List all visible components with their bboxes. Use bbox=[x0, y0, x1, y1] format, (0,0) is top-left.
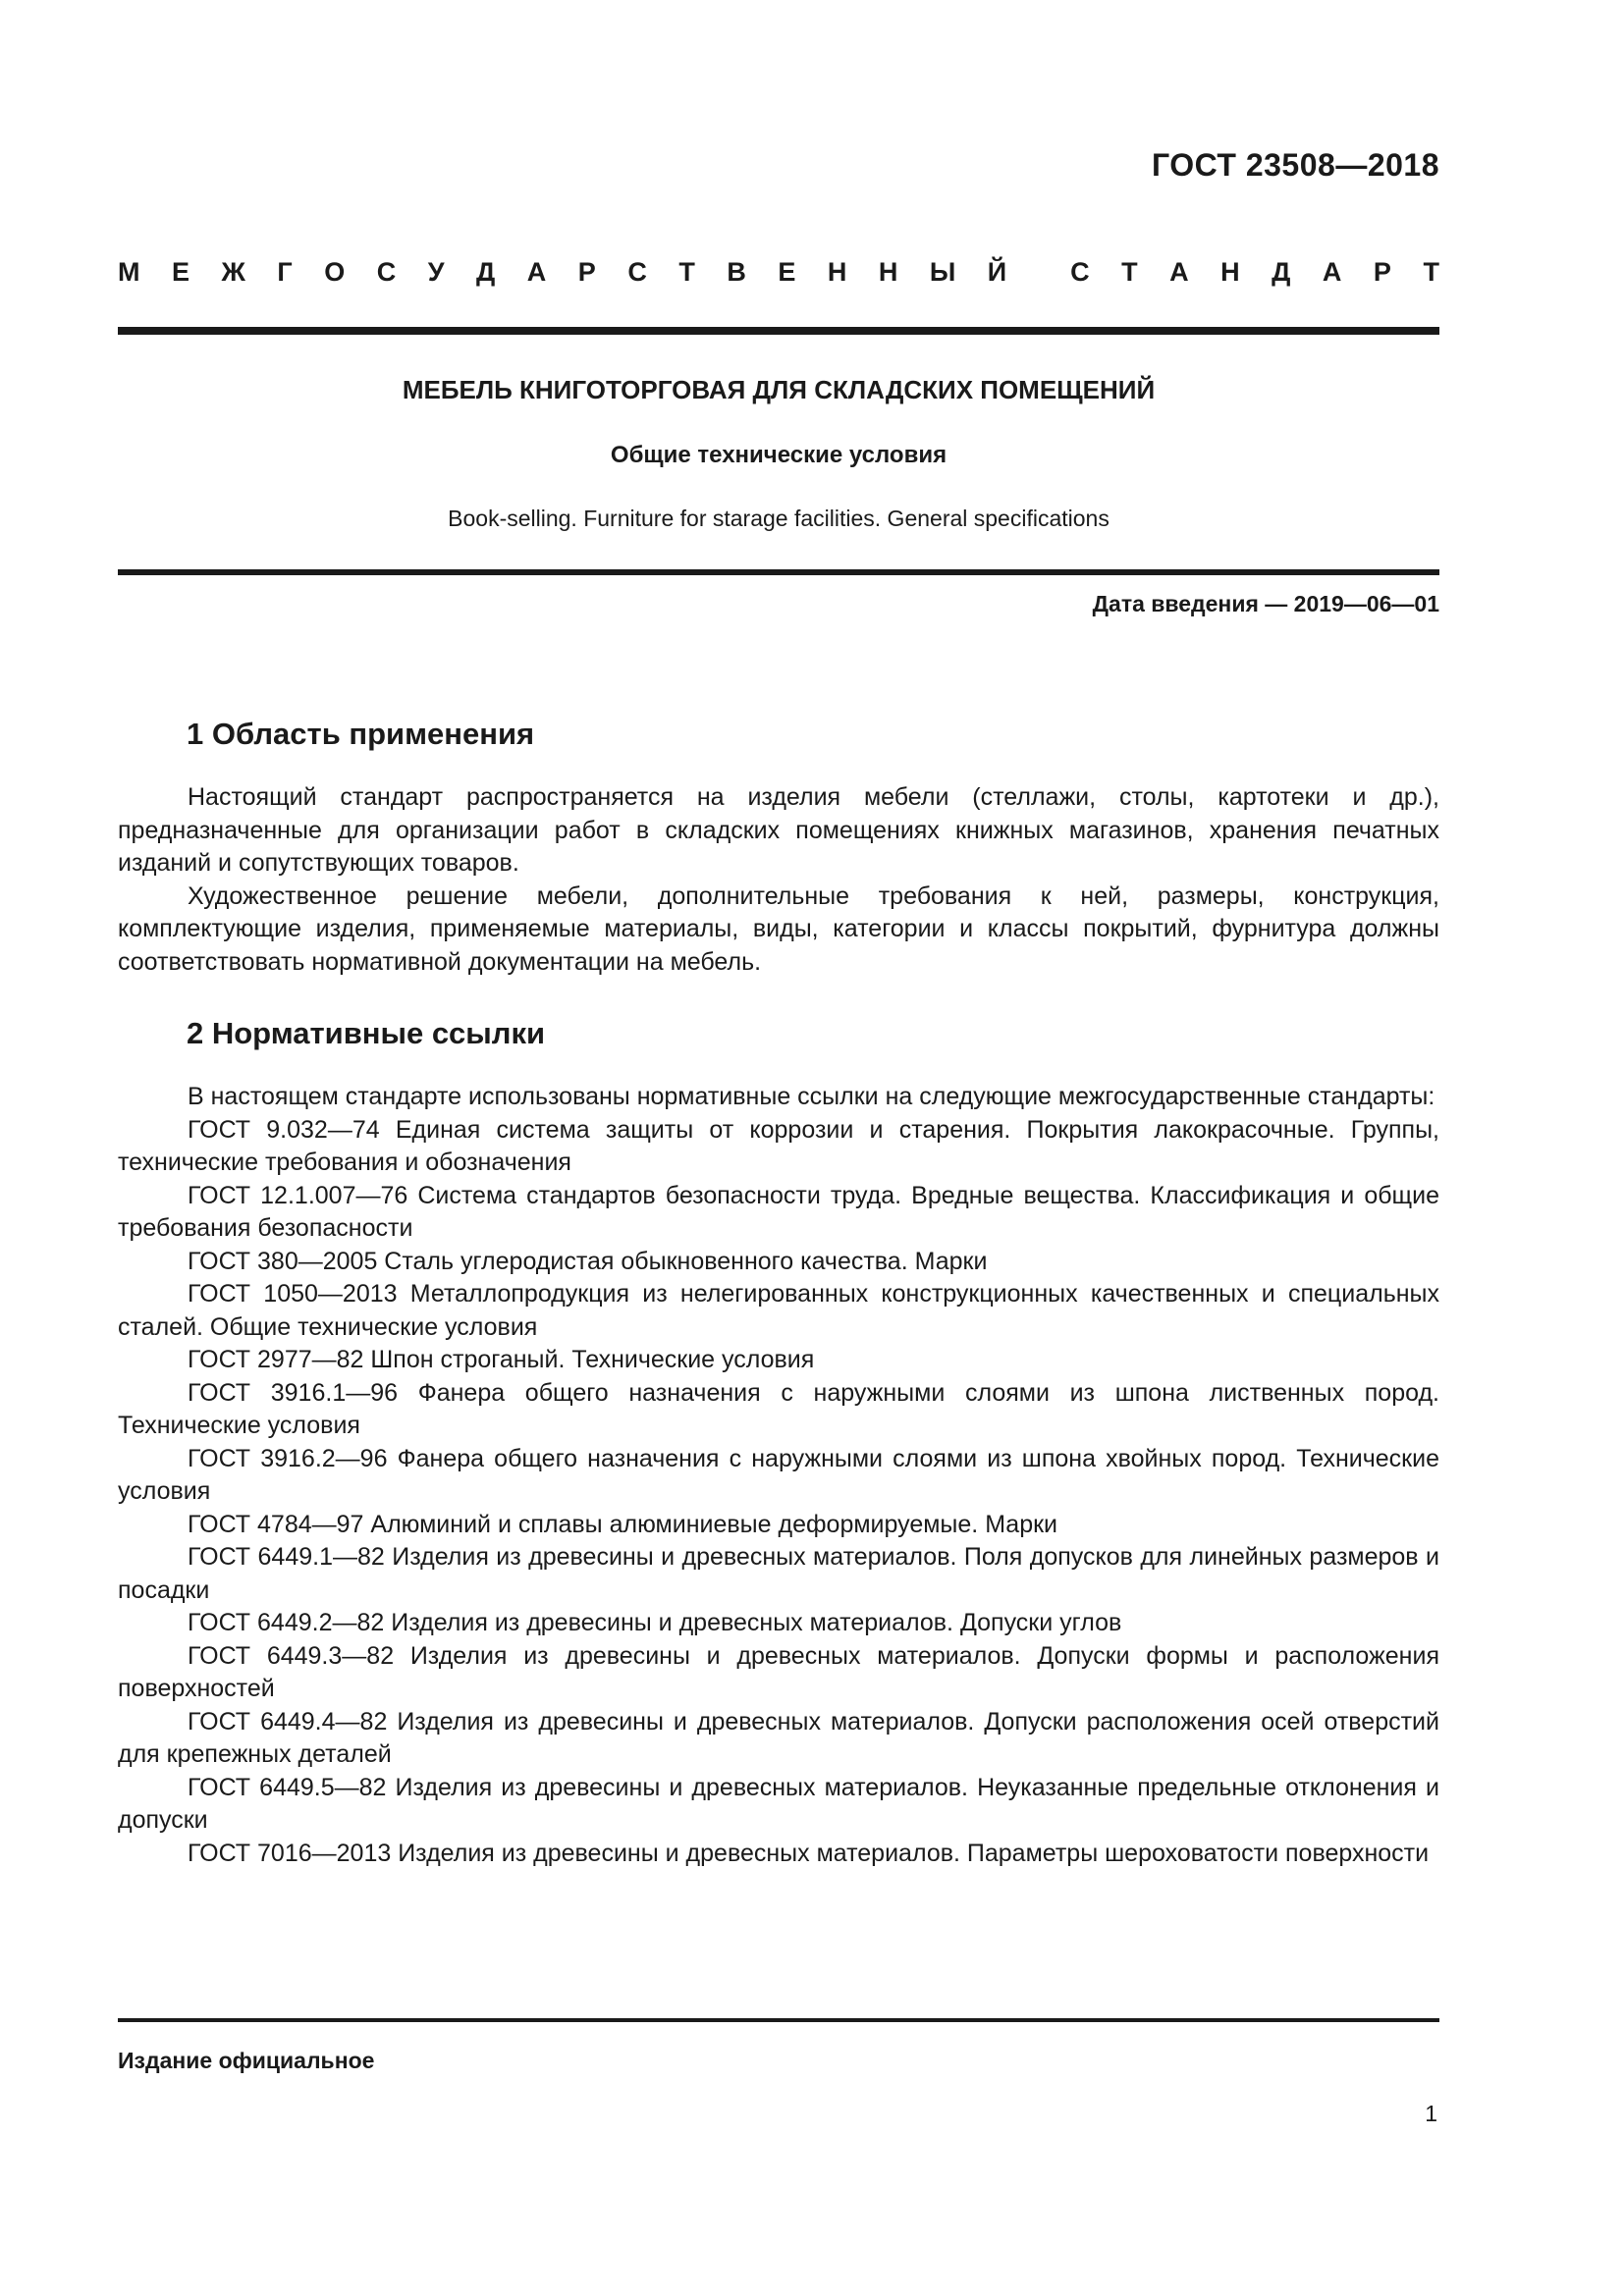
reference-item: ГОСТ 7016—2013 Изделия из древесины и древесных материалов. Параметры шероховатости поверхности bbox=[188, 1839, 1430, 1867]
reference-item: ГОСТ 9.032—74 Единая система защиты от коррозии и старения. Покрытия лакокрасочные. Группы, технические требования и обозначения bbox=[118, 1115, 1439, 1176]
banner-letter: У bbox=[427, 257, 445, 287]
section-heading: 2 Нормативные ссылки bbox=[187, 1016, 546, 1050]
reference-item: ГОСТ 6449.3—82 Изделия из древесины и древесных материалов. Допуски формы и расположения поверхностей bbox=[118, 1641, 1439, 1702]
reference-item: ГОСТ 6449.4—82 Изделия из древесины и древесных материалов. Допуски расположения осей отверстий для крепежных деталей bbox=[118, 1707, 1439, 1768]
reference-item: ГОСТ 6449.5—82 Изделия из древесины и древесных материалов. Неуказанные предельные отклонения и допуски bbox=[118, 1773, 1439, 1834]
standard-type-banner bbox=[118, 257, 1439, 288]
official-edition-label: Издание официальное bbox=[118, 2048, 375, 2073]
banner-letter: Ы bbox=[929, 257, 956, 287]
banner-letter: Т bbox=[1121, 257, 1138, 287]
banner-letter: Е bbox=[172, 257, 190, 287]
banner-letter: Т bbox=[678, 257, 695, 287]
reference-item: ГОСТ 1050—2013 Металлопродукция из нелегированных конструкционных качественных и специальных сталей. Общие технические условия bbox=[118, 1280, 1439, 1341]
reference-item: ГОСТ 380—2005 Сталь углеродистая обыкновенного качества. Марки bbox=[188, 1247, 988, 1275]
banner-letter: Д bbox=[1272, 257, 1291, 287]
document-body bbox=[118, 715, 1439, 1870]
banner-letter: С bbox=[1070, 257, 1090, 287]
reference-item: ГОСТ 3916.1—96 Фанера общего назначения с наружными слоями из шпона лиственных пород. Технические условия bbox=[118, 1378, 1439, 1439]
footer-divider bbox=[118, 2018, 1439, 2022]
banner-letter: Н bbox=[878, 257, 898, 287]
title-divider bbox=[118, 569, 1439, 575]
document-subtitle: Общие технические условия bbox=[610, 442, 947, 468]
banner-letter: Е bbox=[778, 257, 796, 287]
document-number: ГОСТ 23508—2018 bbox=[1151, 147, 1439, 183]
banner-letter: Н bbox=[1220, 257, 1240, 287]
reference-item: ГОСТ 3916.2—96 Фанера общего назначения с наружными слоями из шпона хвойных пород. Технические условия bbox=[118, 1444, 1439, 1505]
document-title: МЕБЕЛЬ КНИГОТОРГОВАЯ ДЛЯ СКЛАДСКИХ ПОМЕЩЕНИЙ bbox=[402, 375, 1156, 404]
banner-letter: Р bbox=[577, 257, 596, 287]
banner-letter: Д bbox=[476, 257, 496, 287]
banner-letter: С bbox=[627, 257, 647, 287]
top-divider bbox=[118, 327, 1439, 335]
banner-letter: О bbox=[324, 257, 346, 287]
english-title: Book-selling. Furniture for starage facilities. General specifications bbox=[448, 506, 1110, 531]
banner-letter: А bbox=[1169, 257, 1189, 287]
banner-letter: Г bbox=[277, 257, 293, 287]
banner-letter: Ж bbox=[221, 257, 245, 287]
reference-item: ГОСТ 12.1.007—76 Система стандартов безопасности труда. Вредные вещества. Классификация и общие требования безопасности bbox=[118, 1181, 1439, 1242]
banner-letter: Н bbox=[827, 257, 847, 287]
paragraph: Настоящий стандарт распространяется на изделия мебели (стеллажи, столы, картотеки и др.), предназначенные для организации работ в складских помещениях книжных магазинов, хранения печатных изданий и сопутствующих товаров. bbox=[118, 783, 1439, 877]
banner-letter: А bbox=[526, 257, 547, 287]
introduction-date: Дата введения — 2019—06—01 bbox=[1092, 591, 1439, 616]
paragraph: В настоящем стандарте использованы нормативные ссылки на следующие межгосударственные стандарты: bbox=[188, 1083, 1435, 1110]
reference-item: ГОСТ 2977—82 Шпон строганый. Технические условия bbox=[188, 1346, 815, 1373]
reference-item: ГОСТ 6449.1—82 Изделия из древесины и древесных материалов. Поля допусков для линейных размеров и посадки bbox=[118, 1543, 1439, 1604]
banner-letter: Р bbox=[1373, 257, 1391, 287]
banner-letter: Т bbox=[1423, 257, 1439, 287]
banner-letter: М bbox=[118, 257, 140, 287]
banner-letter: А bbox=[1322, 257, 1342, 287]
paragraph: Художественное решение мебели, дополнительные требования к ней, размеры, конструкция, комплектующие изделия, применяемые материалы, виды, категории и классы покрытий, фурнитура должны соответствовать нормативной документации на мебель. bbox=[118, 881, 1439, 976]
banner-letter: С bbox=[376, 257, 397, 287]
reference-item: ГОСТ 4784—97 Алюминий и сплавы алюминиевые деформируемые. Марки bbox=[188, 1510, 1058, 1538]
banner-letter: В bbox=[727, 257, 746, 287]
section-heading: 1 Область применения bbox=[187, 717, 535, 751]
banner-letter: Й bbox=[987, 257, 1007, 287]
page-number: 1 bbox=[1425, 2101, 1437, 2126]
reference-item: ГОСТ 6449.2—82 Изделия из древесины и древесных материалов. Допуски углов bbox=[188, 1609, 1122, 1636]
